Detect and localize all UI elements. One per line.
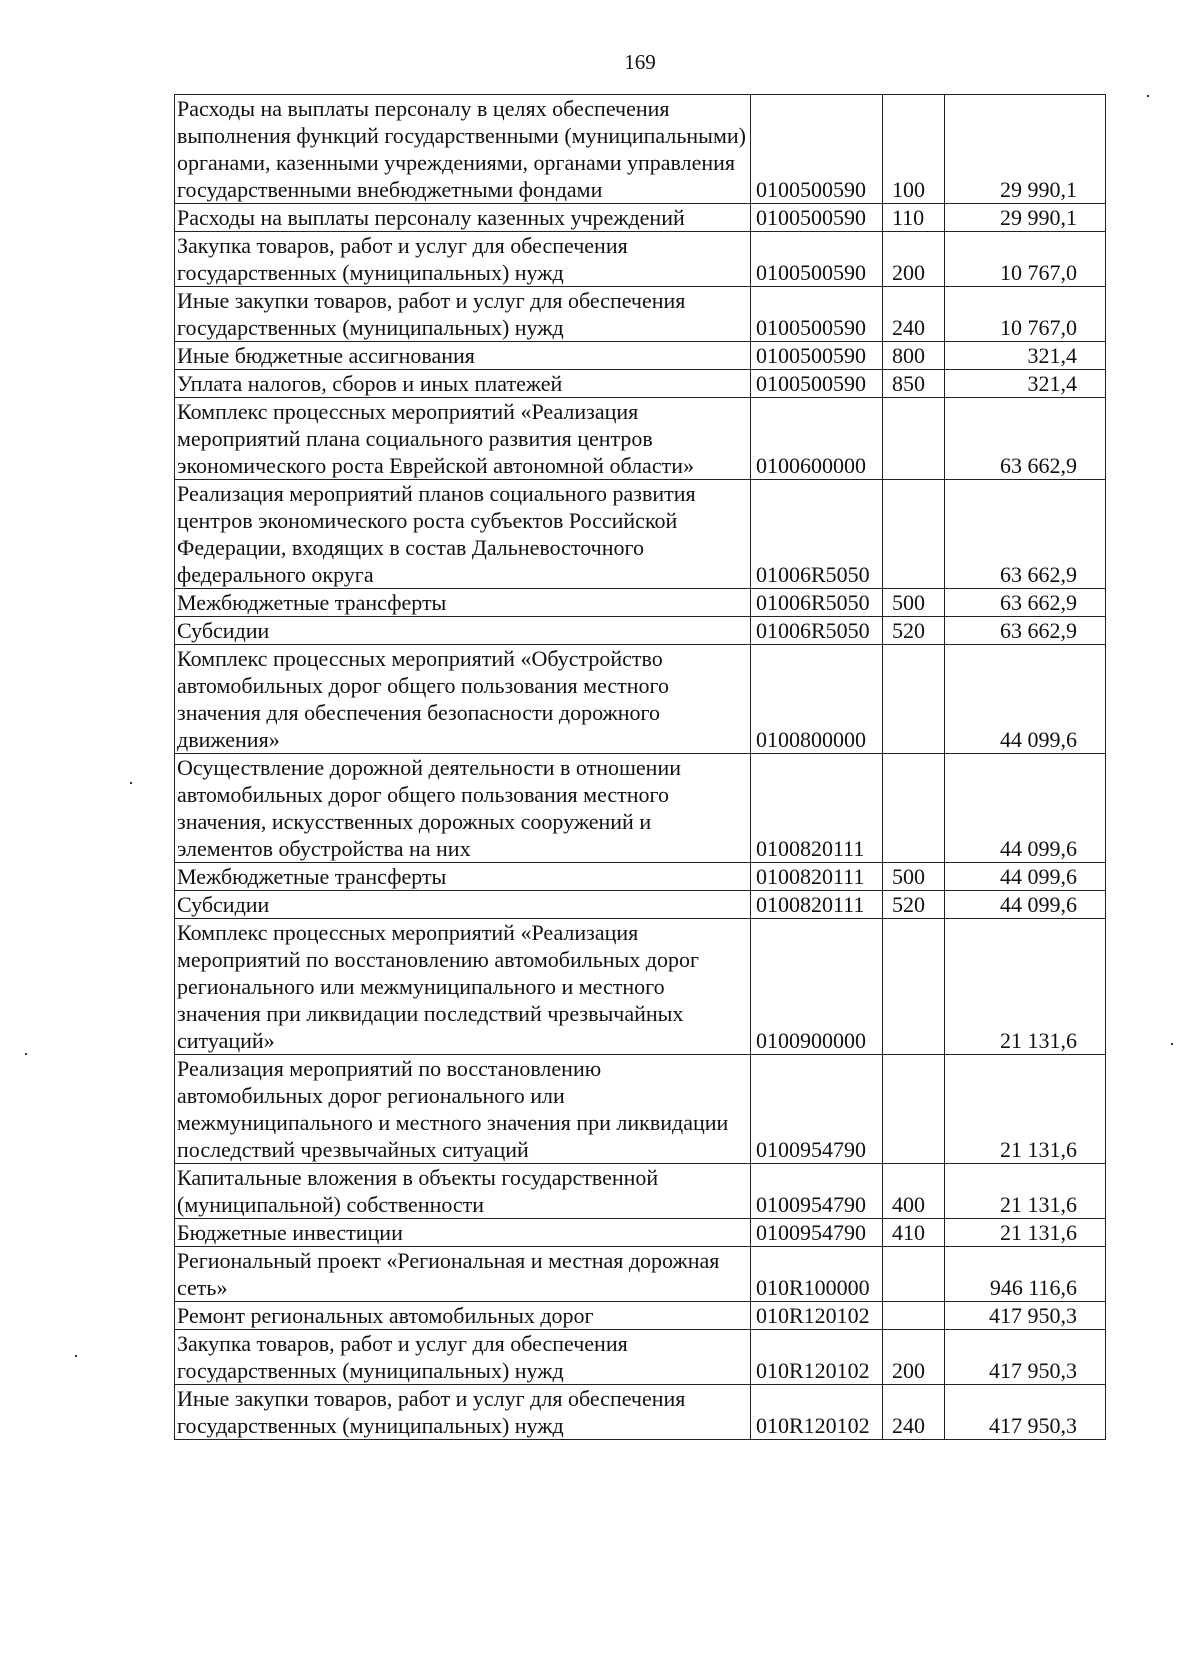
table-row: [175, 891, 1106, 919]
row-expense-type: [883, 754, 945, 863]
row-expense-type: 400: [883, 1164, 945, 1219]
row-target-code: 0100500590: [751, 232, 883, 287]
row-target-code: 010R100000: [751, 1247, 883, 1302]
table-row: [175, 1164, 1106, 1219]
row-amount: 417 950,3: [945, 1302, 1106, 1330]
row-name: Межбюджетные трансферты: [175, 863, 751, 891]
row-expense-type: 520: [883, 891, 945, 919]
row-expense-type: 500: [883, 589, 945, 617]
row-amount: 21 131,6: [945, 1055, 1106, 1164]
scan-speck: [1171, 1043, 1173, 1045]
row-expense-type: 410: [883, 1219, 945, 1247]
table-row: [175, 1247, 1106, 1302]
row-expense-type: 100: [883, 95, 945, 204]
row-target-code: 0100954790: [751, 1219, 883, 1247]
row-name: Региональный проект «Региональная и местная дорожная сеть»: [175, 1247, 751, 1302]
row-name: Субсидии: [175, 891, 751, 919]
row-amount: 21 131,6: [945, 1164, 1106, 1219]
row-expense-type: [883, 1055, 945, 1164]
row-name: Капитальные вложения в объекты государственной (муниципальной) собственности: [175, 1164, 751, 1219]
row-amount: 44 099,6: [945, 645, 1106, 754]
row-amount: 321,4: [945, 342, 1106, 370]
row-expense-type: [883, 398, 945, 480]
row-amount: 29 990,1: [945, 95, 1106, 204]
table-row: [175, 232, 1106, 287]
row-target-code: 0100600000: [751, 398, 883, 480]
row-target-code: 0100800000: [751, 645, 883, 754]
row-expense-type: [883, 1247, 945, 1302]
table-row: [175, 342, 1106, 370]
row-amount: 946 116,6: [945, 1247, 1106, 1302]
row-target-code: 0100500590: [751, 95, 883, 204]
row-amount: 321,4: [945, 370, 1106, 398]
row-name: Межбюджетные трансферты: [175, 589, 751, 617]
row-name: Расходы на выплаты персоналу в целях обеспечения выполнения функций государственными (муниципальными) органами, казенными учреждениями, органами управления государственными внебюджетными фондами: [175, 95, 751, 204]
row-target-code: 0100820111: [751, 754, 883, 863]
row-expense-type: [883, 480, 945, 589]
row-amount: 21 131,6: [945, 1219, 1106, 1247]
row-name: Расходы на выплаты персоналу казенных учреждений: [175, 204, 751, 232]
row-target-code: 0100500590: [751, 204, 883, 232]
row-amount: 417 950,3: [945, 1330, 1106, 1385]
row-name: Реализация мероприятий по восстановлению автомобильных дорог регионального или межмуниципального и местного значения при ликвидации последствий чрезвычайных ситуаций: [175, 1055, 751, 1164]
row-amount: 44 099,6: [945, 891, 1106, 919]
row-name: Закупка товаров, работ и услуг для обеспечения государственных (муниципальных) нужд: [175, 232, 751, 287]
table-row: [175, 398, 1106, 480]
table-row: [175, 754, 1106, 863]
row-amount: 63 662,9: [945, 398, 1106, 480]
budget-table: [174, 94, 1106, 1440]
row-target-code: 01006R5050: [751, 480, 883, 589]
row-amount: 21 131,6: [945, 919, 1106, 1055]
page-number: 169: [624, 50, 656, 74]
row-target-code: 0100954790: [751, 1055, 883, 1164]
row-name: Осуществление дорожной деятельности в отношении автомобильных дорог общего пользования местного значения, искусственных дорожных сооружений и элементов обустройства на них: [175, 754, 751, 863]
table-row: [175, 1302, 1106, 1330]
table-row: [175, 1219, 1106, 1247]
row-target-code: 0100500590: [751, 370, 883, 398]
row-target-code: 0100954790: [751, 1164, 883, 1219]
row-name: Комплекс процессных мероприятий «Реализация мероприятий плана социального развития центров экономического роста Еврейской автономной области»: [175, 398, 751, 480]
row-expense-type: 520: [883, 617, 945, 645]
scan-speck: [1147, 95, 1149, 97]
row-target-code: 01006R5050: [751, 589, 883, 617]
row-name: Иные бюджетные ассигнования: [175, 342, 751, 370]
row-expense-type: 800: [883, 342, 945, 370]
row-target-code: 01006R5050: [751, 617, 883, 645]
table-row: [175, 589, 1106, 617]
row-expense-type: 200: [883, 232, 945, 287]
row-target-code: 0100500590: [751, 287, 883, 342]
row-expense-type: 240: [883, 1385, 945, 1440]
row-target-code: 0100820111: [751, 891, 883, 919]
row-amount: 29 990,1: [945, 204, 1106, 232]
row-target-code: 010R120102: [751, 1330, 883, 1385]
table-row: [175, 480, 1106, 589]
row-expense-type: 200: [883, 1330, 945, 1385]
table-row: [175, 645, 1106, 754]
row-name: Уплата налогов, сборов и иных платежей: [175, 370, 751, 398]
row-amount: 44 099,6: [945, 863, 1106, 891]
table-row: [175, 919, 1106, 1055]
table-row: [175, 370, 1106, 398]
row-name: Закупка товаров, работ и услуг для обеспечения государственных (муниципальных) нужд: [175, 1330, 751, 1385]
scan-speck: [75, 1355, 77, 1357]
row-target-code: 0100500590: [751, 342, 883, 370]
row-target-code: 0100900000: [751, 919, 883, 1055]
row-expense-type: 850: [883, 370, 945, 398]
row-amount: 63 662,9: [945, 617, 1106, 645]
row-target-code: 0100820111: [751, 863, 883, 891]
row-amount: 44 099,6: [945, 754, 1106, 863]
row-name: Бюджетные инвестиции: [175, 1219, 751, 1247]
row-name: Ремонт региональных автомобильных дорог: [175, 1302, 751, 1330]
row-name: Комплекс процессных мероприятий «Обустройство автомобильных дорог общего пользования местного значения для обеспечения безопасности дорожного движения»: [175, 645, 751, 754]
row-expense-type: 240: [883, 287, 945, 342]
table-row: [175, 863, 1106, 891]
scan-speck: [25, 1053, 27, 1055]
row-expense-type: 500: [883, 863, 945, 891]
row-expense-type: 110: [883, 204, 945, 232]
row-expense-type: [883, 645, 945, 754]
row-amount: 417 950,3: [945, 1385, 1106, 1440]
table-row: [175, 95, 1106, 204]
row-name: Иные закупки товаров, работ и услуг для обеспечения государственных (муниципальных) нужд: [175, 287, 751, 342]
scan-speck: [130, 782, 132, 784]
table-row: [175, 1330, 1106, 1385]
row-expense-type: [883, 1302, 945, 1330]
table-row: [175, 287, 1106, 342]
table-row: [175, 1055, 1106, 1164]
row-amount: 63 662,9: [945, 589, 1106, 617]
table-row: [175, 1385, 1106, 1440]
table-row: [175, 617, 1106, 645]
budget-table-body: [175, 95, 1106, 1440]
row-target-code: 010R120102: [751, 1385, 883, 1440]
row-name: Субсидии: [175, 617, 751, 645]
row-name: Реализация мероприятий планов социального развития центров экономического роста субъектов Российской Федерации, входящих в состав Дальневосточного федерального округа: [175, 480, 751, 589]
row-expense-type: [883, 919, 945, 1055]
row-amount: 10 767,0: [945, 287, 1106, 342]
row-amount: 63 662,9: [945, 480, 1106, 589]
table-row: [175, 204, 1106, 232]
row-name: Иные закупки товаров, работ и услуг для обеспечения государственных (муниципальных) нужд: [175, 1385, 751, 1440]
row-amount: 10 767,0: [945, 232, 1106, 287]
row-target-code: 010R120102: [751, 1302, 883, 1330]
row-name: Комплекс процессных мероприятий «Реализация мероприятий по восстановлению автомобильных дорог регионального или межмуниципального и местного значения при ликвидации последствий чрезвычайных ситуаций»: [175, 919, 751, 1055]
